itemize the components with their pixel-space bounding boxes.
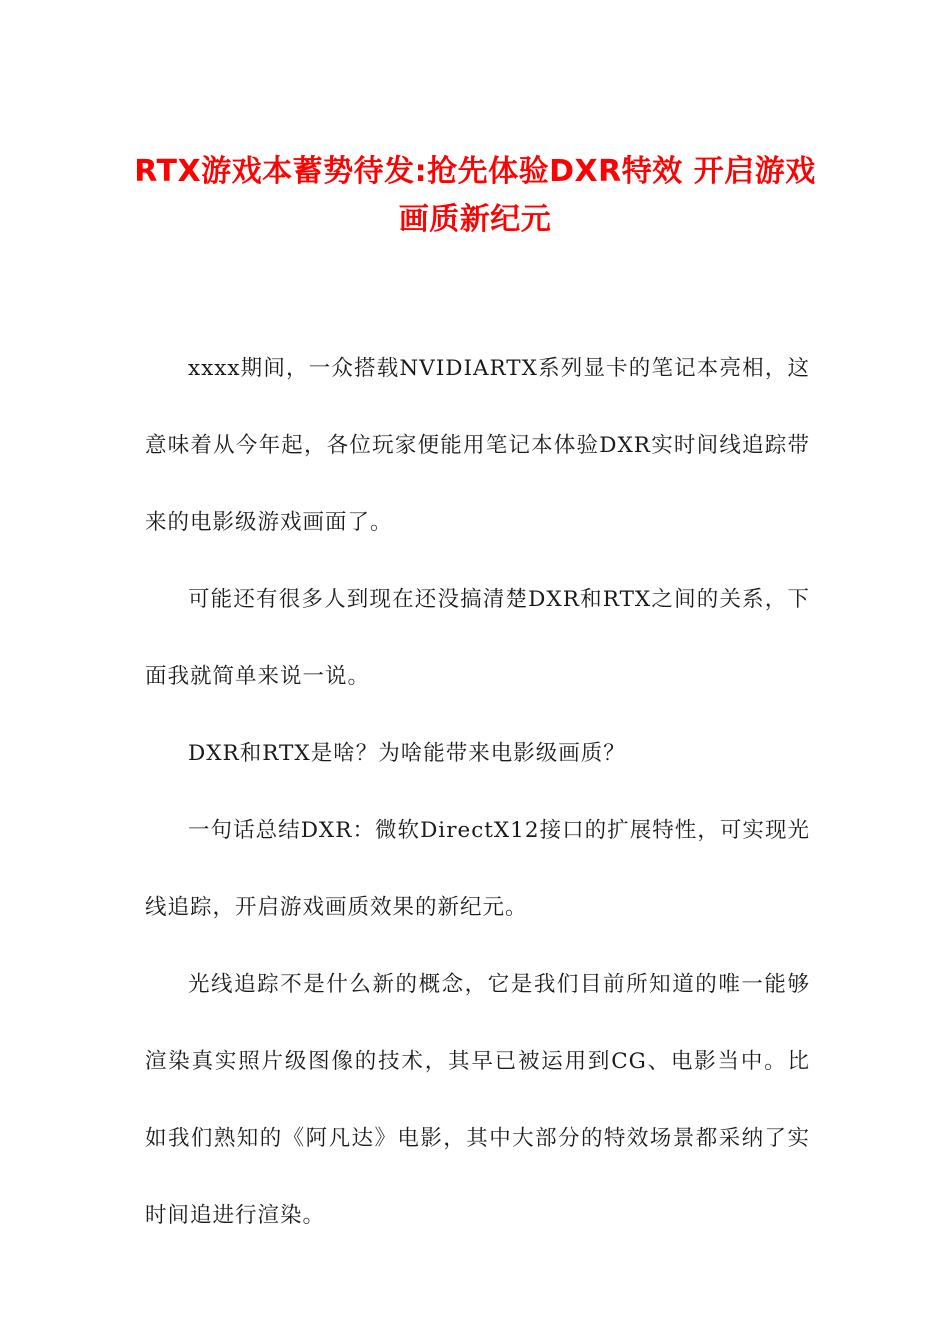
paragraph-5: 光线追踪不是什么新的概念，它是我们目前所知道的唯一能够渲染真实照片级图像的技术，其早已被运用到CG、电影当中。比如我们熟知的《阿凡达》电影，其中大部分的特效场景都采纳了实时间追进行渲染。: [145, 972, 810, 1228]
paragraph-3-heading: DXR和RTX是啥？为啥能带来电影级画质？: [188, 741, 626, 766]
paragraph-1: xxxx期间，一众搭载NVIDIARTX系列显卡的笔记本亮相，这意味着从今年起，各位玩家便能用笔记本体验DXR实时间线追踪带来的电影级游戏画面了。: [145, 356, 810, 535]
document-body: [145, 330, 810, 1254]
document-title: RTX游戏本蓄势待发:抢先体验DXR特效 开启游戏画质新纪元: [134, 154, 816, 237]
paragraph-2: 可能还有很多人到现在还没搞清楚DXR和RTX之间的关系，下面我就简单来说一说。: [145, 587, 810, 689]
paragraph-4: 一句话总结DXR：微软DirectX12接口的扩展特性，可实现光线追踪，开启游戏画质效果的新纪元。: [145, 818, 810, 920]
